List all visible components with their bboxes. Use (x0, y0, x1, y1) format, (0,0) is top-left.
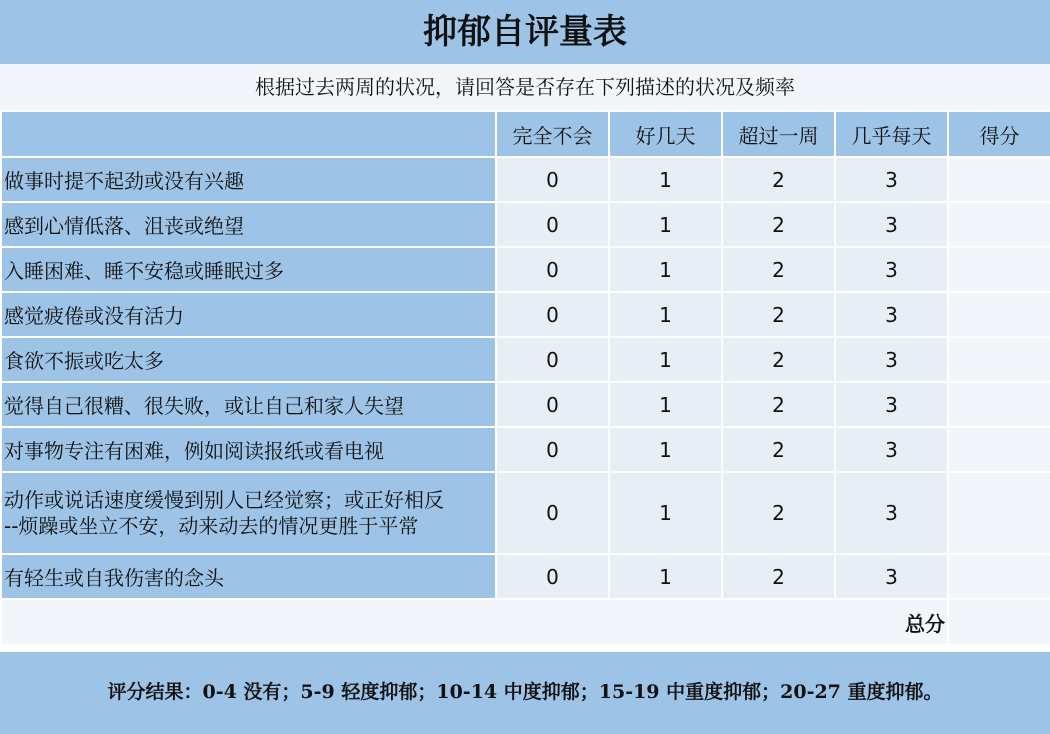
option-0[interactable]: 0 (496, 202, 609, 247)
option-2[interactable]: 2 (722, 202, 835, 247)
question-text: 入睡困难、睡不安稳或睡眠过多 (1, 247, 496, 292)
option-1[interactable]: 1 (609, 202, 722, 247)
option-0[interactable]: 0 (496, 247, 609, 292)
score-cell[interactable] (948, 554, 1050, 599)
question-row (1, 292, 1050, 337)
question-text: 对事物专注有困难，例如阅读报纸或看电视 (1, 427, 496, 472)
header-over-a-week: 超过一周 (722, 111, 835, 157)
option-3[interactable]: 3 (835, 202, 948, 247)
question-row (1, 247, 1050, 292)
option-2[interactable]: 2 (722, 472, 835, 554)
score-cell[interactable] (948, 247, 1050, 292)
question-text: 做事时提不起劲或没有兴趣 (1, 157, 496, 202)
option-0[interactable]: 0 (496, 382, 609, 427)
option-0[interactable]: 0 (496, 292, 609, 337)
option-3[interactable]: 3 (835, 472, 948, 554)
scoring-legend: 评分结果：0-4 没有；5-9 轻度抑郁；10-14 中度抑郁；15-19 中重度抑郁；20-27 重度抑郁。 (107, 681, 943, 703)
option-3[interactable]: 3 (835, 382, 948, 427)
score-cell[interactable] (948, 292, 1050, 337)
option-3[interactable]: 3 (835, 292, 948, 337)
score-cell[interactable] (948, 202, 1050, 247)
score-cell[interactable] (948, 382, 1050, 427)
question-row (1, 202, 1050, 247)
option-2[interactable]: 2 (722, 427, 835, 472)
question-row (1, 472, 1050, 554)
header-item (1, 111, 496, 157)
option-1[interactable]: 1 (609, 337, 722, 382)
page-title: 抑郁自评量表 (423, 12, 627, 52)
option-1[interactable]: 1 (609, 427, 722, 472)
instructions: 根据过去两周的状况，请回答是否存在下列描述的状况及频率 (255, 75, 795, 99)
option-3[interactable]: 3 (835, 554, 948, 599)
header-row (1, 111, 1050, 157)
question-row (1, 157, 1050, 202)
option-3[interactable]: 3 (835, 157, 948, 202)
option-0[interactable]: 0 (496, 472, 609, 554)
result-bar (0, 652, 1050, 734)
header-nearly-every-day: 几乎每天 (835, 111, 948, 157)
question-text: 感觉疲倦或没有活力 (1, 292, 496, 337)
option-0[interactable]: 0 (496, 427, 609, 472)
option-2[interactable]: 2 (722, 292, 835, 337)
total-score-cell[interactable] (948, 599, 1050, 645)
score-cell[interactable] (948, 427, 1050, 472)
header-score: 得分 (948, 111, 1050, 157)
question-text: 感到心情低落、沮丧或绝望 (1, 202, 496, 247)
title-bar (0, 0, 1050, 65)
option-0[interactable]: 0 (496, 554, 609, 599)
option-1[interactable]: 1 (609, 382, 722, 427)
header-never: 完全不会 (496, 111, 609, 157)
question-text (1, 472, 496, 554)
score-cell[interactable] (948, 157, 1050, 202)
header-several-days: 好几天 (609, 111, 722, 157)
questionnaire-table (0, 110, 1050, 646)
option-1[interactable]: 1 (609, 247, 722, 292)
option-1[interactable]: 1 (609, 292, 722, 337)
total-label: 总分 (1, 599, 948, 645)
option-2[interactable]: 2 (722, 157, 835, 202)
option-3[interactable]: 3 (835, 427, 948, 472)
score-cell[interactable] (948, 472, 1050, 554)
option-3[interactable]: 3 (835, 337, 948, 382)
question-text-line-1: 动作或说话速度缓慢到别人已经觉察；或正好相反 (4, 488, 444, 512)
option-0[interactable]: 0 (496, 337, 609, 382)
option-1[interactable]: 1 (609, 554, 722, 599)
question-text-line-2: --烦躁或坐立不安，动来动去的情况更胜于平常 (4, 514, 419, 538)
option-2[interactable]: 2 (722, 247, 835, 292)
score-cell[interactable] (948, 337, 1050, 382)
option-2[interactable]: 2 (722, 554, 835, 599)
option-3[interactable]: 3 (835, 247, 948, 292)
total-row (1, 599, 1050, 645)
option-2[interactable]: 2 (722, 382, 835, 427)
question-text: 觉得自己很糟、很失败，或让自己和家人失望 (1, 382, 496, 427)
question-row (1, 427, 1050, 472)
option-1[interactable]: 1 (609, 472, 722, 554)
question-text: 有轻生或自我伤害的念头 (1, 554, 496, 599)
question-row (1, 382, 1050, 427)
question-row (1, 554, 1050, 599)
option-0[interactable]: 0 (496, 157, 609, 202)
option-1[interactable]: 1 (609, 157, 722, 202)
question-text: 食欲不振或吃太多 (1, 337, 496, 382)
subtitle-bar (0, 64, 1050, 110)
option-2[interactable]: 2 (722, 337, 835, 382)
question-row (1, 337, 1050, 382)
